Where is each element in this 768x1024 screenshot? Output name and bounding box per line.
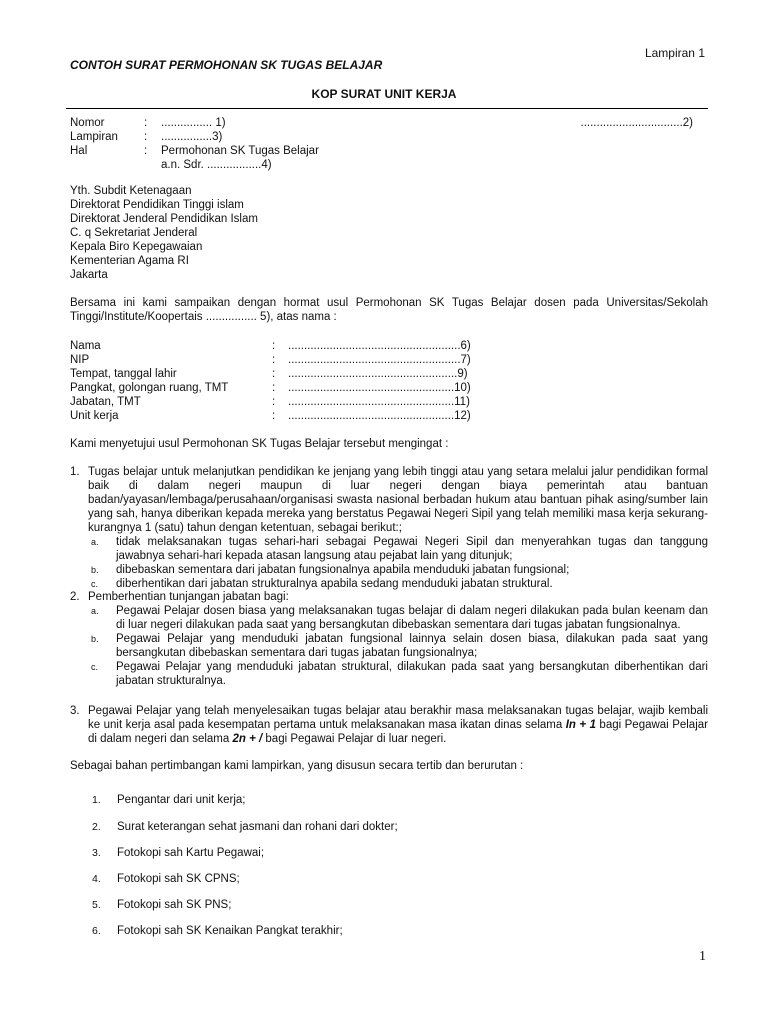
sub-text: tidak melaksanakan tugas sehari-hari sebagai Pegawai Negeri Sipil dan menyerahkan tugas dan tanggung jawabnya sehari-hari kepada atasan langsung atau pejabat lain yang ditunjuk; — [116, 536, 708, 562]
form-value: ......................................................7) — [288, 354, 471, 366]
hal-value-name: a.n. Sdr. .................4) — [161, 159, 272, 171]
item3-text-e: bagi Pegawai Pelajar di luar negeri. — [262, 733, 447, 745]
meta-nomor — [70, 116, 226, 130]
form-row-pangkat — [70, 381, 471, 395]
recipient-block — [70, 184, 258, 282]
page-number: 1 — [699, 949, 706, 964]
attachment-number: 5. — [92, 899, 101, 911]
form-value: ....................................................11) — [288, 396, 470, 408]
attachment-item — [92, 924, 343, 938]
attachment-number: 4. — [92, 873, 101, 885]
lampiran-field-label: Lampiran — [70, 131, 118, 143]
recipient-line: Direktorat Pendidikan Tinggi islam — [70, 199, 244, 211]
item-text: Pemberhentian tunjangan jabatan bagi: — [88, 591, 289, 603]
attachment-number: 3. — [92, 847, 101, 859]
sub-item — [88, 604, 708, 632]
attachment-item — [92, 820, 398, 834]
form-row-jabatan — [70, 395, 470, 409]
list-item-3 — [70, 704, 708, 746]
meta-hal — [70, 144, 319, 158]
form-label: Unit kerja — [70, 410, 119, 422]
sub-text: Pegawai Pelajar yang menduduki jabatan fungsional lainnya selain dosen biasa, dilakukan pada saat yang bersangkutan dibebaskan sementara dari tugas jabatan fungsionalnya; — [116, 633, 708, 659]
meta-lampiran — [70, 130, 222, 144]
item-text: Tugas belajar untuk melanjutkan pendidikan ke jenjang yang lebih tinggi atau yang setara melalui jalur pendidikan formal baik di dalam negeri maupun di luar negeri dengan biaya pemerintah atau bantuan badan/yayasan/lembaga/perusahaan/organisasi swasta nasional berbadan hukum atau bantuan pihak asing/sumber lain yang sah, hanya diberikan kepada mereka yang berstatus Pegawai Negeri Sipil yang telah memiliki masa kerja sekurang-kurangnya 1 (satu) tahun dengan ketentuan, sebagai berikut:; — [88, 466, 708, 534]
form-label: Pangkat, golongan ruang, TMT — [70, 382, 229, 394]
lampiran-label: Lampiran 1 — [644, 46, 705, 60]
intro-paragraph: Bersama ini kami sampaikan dengan hormat usul Permohonan SK Tugas Belajar dosen pada Universitas/Sekolah Tinggi/Institute/Koopertais ................ 5), atas nama : — [70, 297, 708, 323]
attachment-text: Surat keterangan sehat jasmani dan rohani dari dokter; — [117, 821, 398, 833]
colon: : — [144, 131, 148, 143]
document-title: CONTOH SURAT PERMOHONAN SK TUGAS BELAJAR — [70, 58, 383, 72]
attachment-text: Fotokopi sah SK CPNS; — [117, 873, 240, 885]
letterhead-placeholder: KOP SURAT UNIT KERJA — [311, 87, 457, 101]
attachment-item — [92, 793, 246, 807]
form-label: Jabatan, TMT — [70, 396, 141, 408]
item3-text-c: bagi Pegawai Pelajar di dalam negeri dan selama — [88, 719, 708, 745]
sub-text: diberhentikan dari jabatan strukturalnya apabila sedang menduduki jabatan struktural. — [116, 578, 553, 590]
attachment-item — [92, 872, 240, 886]
attachment-item — [92, 898, 231, 912]
item-text — [88, 704, 708, 746]
attachment-number: 2. — [92, 821, 101, 833]
form-row-nama — [70, 339, 471, 353]
form-label: NIP — [70, 354, 90, 366]
attachment-text: Fotokopi sah SK Kenaikan Pangkat terakhir; — [117, 925, 343, 937]
sub-text: Pegawai Pelajar yang menduduki jabatan struktural, dilakukan pada saat yang bersangkutan diberhentikan dari jabatan strukturalnya. — [116, 661, 708, 687]
attachment-text: Fotokopi sah SK PNS; — [117, 899, 232, 911]
sub-letter: a. — [91, 537, 99, 547]
form-value: ......................................................6) — [288, 340, 471, 352]
sub-item — [88, 577, 708, 591]
item3-formula-2: 2n + / — [232, 733, 263, 745]
attachment-text: Fotokopi sah Kartu Pegawai; — [117, 847, 265, 859]
header-divider — [66, 108, 708, 109]
sub-item — [88, 632, 708, 660]
nomor-value: ................ 1) — [161, 117, 226, 129]
sub-text: Pegawai Pelajar dosen biasa yang melaksanakan tugas belajar di dalam negeri dilakukan pada bulan keenam dan di luar negeri dilakukan pada saat yang bersangkutan dibebaskan sementara dari tugas jabatan fungsionalnya. — [116, 605, 708, 631]
colon: : — [272, 382, 276, 394]
colon: : — [144, 117, 148, 129]
recipient-line: Jakarta — [70, 269, 108, 281]
attachment-intro: Sebagai bahan pertimbangan kami lampirkan, yang disusun secara tertib dan berurutan : — [70, 760, 524, 772]
colon: : — [272, 354, 276, 366]
sub-letter: b. — [91, 565, 99, 575]
sub-item — [88, 660, 708, 688]
form-value: ....................................................12) — [288, 410, 471, 422]
sub-item — [88, 563, 708, 577]
form-row-nip — [70, 353, 471, 367]
form-value: .....................................................9) — [288, 368, 468, 380]
sub-letter: b. — [91, 634, 99, 644]
sub-letter: c. — [91, 579, 99, 589]
sub-letter: c. — [91, 662, 99, 672]
list-item-1 — [70, 465, 708, 591]
recipient-line: C. q Sekretariat Jenderal — [70, 227, 198, 239]
form-value: ....................................................10) — [288, 382, 471, 394]
form-label: Tempat, tanggal lahir — [70, 368, 177, 380]
sub-text: dibebaskan sementara dari jabatan fungsionalnya apabila menduduki jabatan fungsional; — [116, 564, 570, 576]
recipient-line: Yth. Subdit Ketenagaan — [70, 185, 192, 197]
item-number: 3. — [70, 705, 80, 717]
recipient-line: Kementerian Agama RI — [70, 255, 189, 267]
agree-paragraph: Kami menyetujui usul Permohonan SK Tugas Belajar tersebut mengingat : — [70, 438, 449, 450]
colon: : — [272, 396, 276, 408]
recipient-line: Kepala Biro Kepegawaian — [70, 241, 203, 253]
attachment-number: 6. — [92, 925, 101, 937]
colon: : — [144, 145, 148, 157]
recipient-line: Direktorat Jenderal Pendidikan Islam — [70, 213, 258, 225]
item3-formula-1: In + 1 — [565, 719, 596, 731]
item3-text-a: Pegawai Pelajar yang telah menyelesaikan tugas belajar atau berakhir masa melaksanakan tugas belajar, wajib kembali ke unit kerja asal pada kesempatan pertama untuk melaksanakan masa ikatan dinas selama — [88, 705, 708, 731]
form-row-unit — [70, 409, 471, 423]
colon: : — [272, 368, 276, 380]
hal-label: Hal — [70, 145, 88, 157]
colon: : — [272, 410, 276, 422]
nomor-label: Nomor — [70, 117, 105, 129]
item-number: 2. — [70, 591, 80, 603]
form-row-ttl — [70, 367, 468, 381]
lampiran-value: ................3) — [161, 131, 223, 143]
hal-value: Permohonan SK Tugas Belajar — [161, 145, 319, 157]
date-placeholder: ................................2) — [580, 117, 693, 129]
item-number: 1. — [70, 466, 80, 478]
attachment-item — [92, 846, 264, 860]
colon: : — [272, 340, 276, 352]
attachment-text: Pengantar dari unit kerja; — [117, 794, 246, 806]
attachment-number: 1. — [92, 794, 101, 806]
sub-letter: a. — [91, 606, 99, 616]
list-item-2 — [70, 590, 708, 688]
form-label: Nama — [70, 340, 101, 352]
sub-item — [88, 535, 708, 563]
